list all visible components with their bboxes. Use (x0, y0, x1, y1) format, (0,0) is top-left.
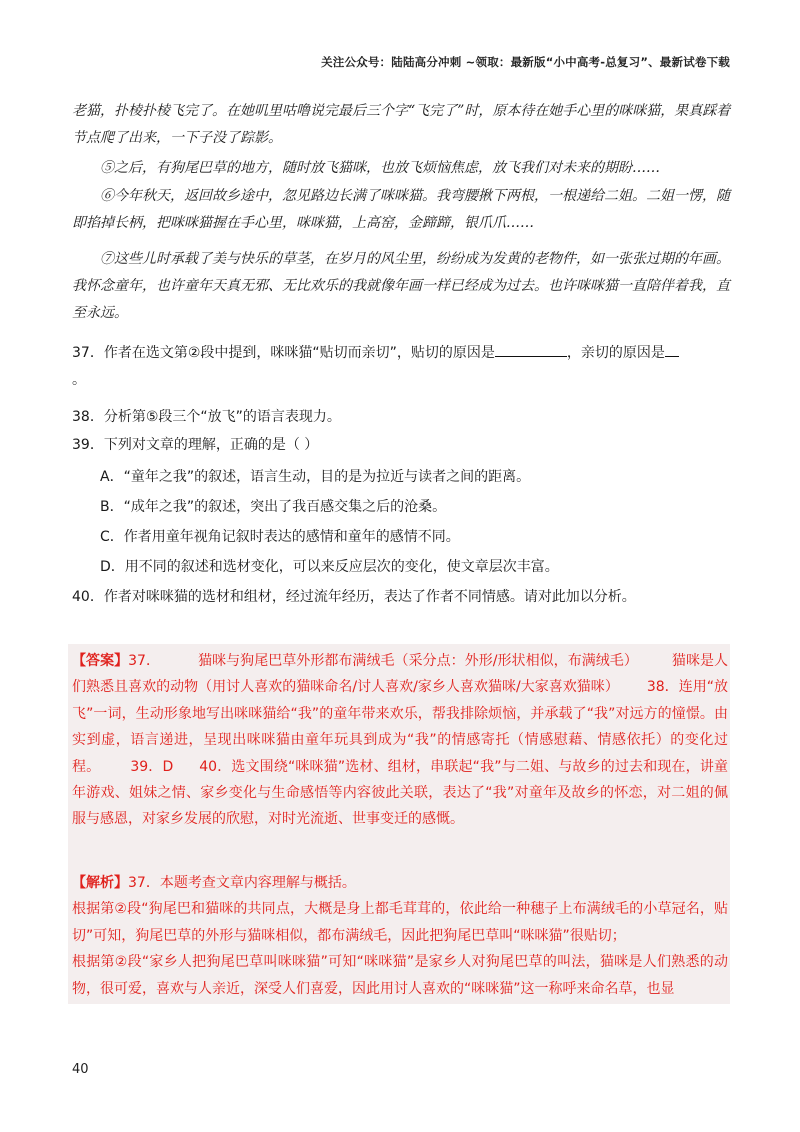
question-37-text-b: ，亲切的原因是 (566, 345, 665, 361)
answer-blank-2[interactable] (665, 342, 679, 357)
question-38: 38．分析第⑤段三个“放飞”的语言表现力。 (72, 409, 341, 425)
passage-paragraph-5: ⑤之后，有狗尾巴草的地方，随时放飞猫咪，也放飞烦恼焦虑，放飞我们对未来的期盼…… (100, 160, 660, 176)
analysis-line-1: 37．本题考查文章内容理解与概括。 (128, 875, 356, 891)
analysis-label: 【解析】 (72, 875, 128, 891)
page-header: 关注公众号：陆陆高分冲刺 ~领取：最新版“小中高考-总复习”、最新试卷下载 (321, 55, 730, 69)
option-b: B．“成年之我”的叙述，突出了我百感交集之后的沧桑。 (100, 499, 447, 515)
answer-40: 40．选文围绕“咪咪猫”选材、组材，串联起“我”与二姐、与故乡的过去和现在，讲童年游戏、姐妹之情、家乡变化与生命感悟等内容彼此关联，表达了“我”对童年及故乡的怀恋，对二姐的佩服与感恩，对家乡发展的欣慰，对时光流逝、世事变迁的感慨。 (72, 758, 728, 828)
answer-37-number: 37． (128, 653, 161, 669)
answer-section (72, 648, 728, 833)
question-37-text-a: 37．作者在选文第②段中提到，咪咪猫“贴切而亲切”，贴切的原因是 (72, 345, 495, 361)
question-37 (72, 340, 732, 394)
passage-paragraph-6: ⑥今年秋天，返回故乡途中，忽见路边长满了咪咪猫。我弯腰揪下两根，一根递给二姐。二姐一愣，随即掐掉长柄，把咪咪猫握在手心里，咪咪猫，上高窑，金蹄蹄，银爪爪…… (72, 188, 730, 231)
passage-paragraph-7: ⑦这些儿时承载了美与快乐的草茎，在岁月的风尘里，纷纷成为发黄的老物件，如一张张过期的年画。我怀念童年，也许童年天真无邪、无比欢乐的我就像年画一样已经成为过去。也许咪咪猫一直陪伴着我，直至永远。 (72, 251, 730, 321)
page-number: 40 (72, 1062, 89, 1077)
analysis-line-3: 根据第②段“家乡人把狗尾巴草叫咪咪猫”可知“咪咪猫”是家乡人对狗尾巴草的叫法，猫咪是人们熟悉的动物，很可爱，喜欢与人亲近，深受人们喜爱，因此用讨人喜欢的“咪咪猫”这一称呼来命名草，也显 (72, 954, 728, 997)
answer-37-part-1: 猫咪与狗尾巴草外形都布满绒毛（采分点：外形/形状相似，布满绒毛） (198, 653, 638, 669)
answer-39: 39．D (130, 758, 174, 775)
option-c: C．作者用童年视角记叙时表达的感情和童年的感情不同。 (100, 529, 460, 545)
passage-paragraph-1: 老猫，扑棱扑棱飞完了。在她叽里咕噜说完最后三个字“飞完了”时，原本待在她手心里的咪咪猫，果真踩着节点爬了出来，一下子没了踪影。 (72, 103, 731, 146)
answer-blank-1[interactable] (495, 342, 567, 357)
question-40: 40．作者对咪咪猫的选材和组材，经过流年经历，表达了作者不同情感。请对此加以分析。 (72, 589, 636, 605)
analysis-line-2: 根据第②段“狗尾巴和猫咪的共同点，大概是身上都毛茸茸的，依此给一种穗子上布满绒毛的小草冠名，贴切”可知，狗尾巴草的外形与猫咪相似，都布满绒毛，因此把狗尾巴草叫“咪咪猫”很贴切； (72, 901, 728, 944)
question-39: 39．下列对文章的理解，正确的是（ ） (72, 437, 319, 453)
answer-37-part-2: 猫咪是人们熟悉且喜欢的动物（用讨人喜欢的猫咪命名/讨人喜欢/家乡人喜欢猫咪/大家喜欢猫咪） (72, 653, 729, 696)
option-d: D．用不同的叙述和选材变化，可以来反应层次的变化，使文章层次丰富。 (100, 559, 559, 575)
answer-label: 【答案】 (72, 653, 129, 669)
option-a: A．“童年之我”的叙述，语言生动，目的是为拉近与读者之间的距离。 (100, 469, 531, 485)
answer-38: 38．连用“放飞”一词，生动形象地写出咪咪猫给“我”的童年带来欢乐，帮我排除烦恼，并承载了“我”对远方的憧憬。由实到虚，语言递进，呈现出咪咪猫由童年玩具到成为“我”的情感寄托（情感慰藉、情感依托）的变化过程。 (72, 679, 728, 775)
analysis-section (72, 870, 728, 1002)
question-37-end: 。 (72, 372, 86, 388)
